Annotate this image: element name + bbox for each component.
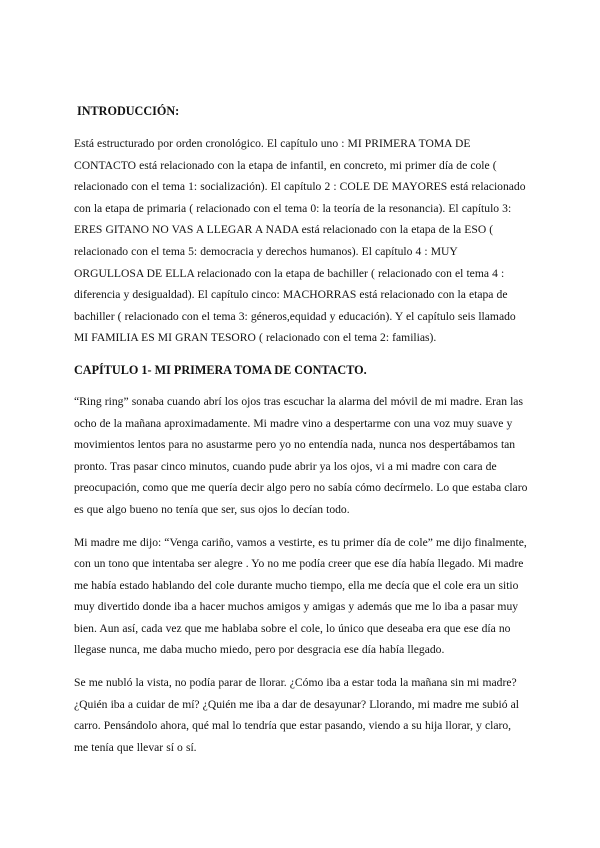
chapter-1-heading: CAPÍTULO 1- MI PRIMERA TOMA DE CONTACTO. bbox=[74, 362, 367, 377]
intro-paragraph: Está estructurado por orden cronológico. El capítulo uno : MI PRIMERA TOMA DE CONTACTO está relacionado con la etapa de infantil, en concreto, mi primer día de cole ( relacionado con el tema 1: socialización). El capítulo 2 : COLE DE MAYORES está relacionado con la etapa de primaria ( relacionado con el tema 0: la teoría de la resonancia). El capítulo 3: ERES GITANO NO VAS A LLEGAR A NADA está relacionado con la etapa de la ESO ( relacionado con el tema 5: democracia y derechos humanos). El capítulo 4 : MUY ORGULLOSA DE ELLA relacionado con la etapa de bachiller ( relacionado con el tema 4 : diferencia y desigualdad). El capítulo cinco: MACHORRAS está relacionado con la etapa de bachiller ( relacionado con el tema 3: géneros,equidad y educación). Y el capítulo seis llamado MI FAMILIA ES MI GRAN TESORO ( relacionado con el tema 2: familias). bbox=[74, 137, 526, 345]
chapter-1-paragraph-2: Mi madre me dijo: “Venga cariño, vamos a vestirte, es tu primer día de cole” me dijo finalmente, con un tono que intentaba ser alegre . Yo no me podía creer que ese día había llegado. Mi madre me había estado hablando del cole durante mucho tiempo, ella me decía que el cole era un sitio muy divertido donde iba a hacer muchos amigos y amigas y además que me lo iba a pasar muy bien. Aun así, cada vez que me hablaba sobre el cole, lo único que deseaba era que ese día no llegase nunca, me daba mucho miedo, pero por desgracia ese día había llegado. bbox=[74, 535, 527, 657]
document-page bbox=[74, 101, 528, 769]
chapter-1-paragraph-3: Se me nubló la vista, no podía parar de llorar. ¿Cómo iba a estar toda la mañana sin mi madre? ¿Quién iba a cuidar de mí? ¿Quién me iba a dar de desayunar? Llorando, mi madre me subió al carro. Pensándolo ahora, qué mal lo tendría que estar pasando, viendo a su hija llorar, y claro, me tenía que llevar sí o sí. bbox=[74, 676, 519, 754]
chapter-1-paragraph-1: “Ring ring” sonaba cuando abrí los ojos tras escuchar la alarma del móvil de mi madre. Eran las ocho de la mañana aproximadamente. Mi madre vino a despertarme con una voz muy suave y movimientos lentos para no asustarme pero yo no entendía nada, nunca nos despertábamos tan pronto. Tras pasar cinco minutos, cuando pude abrir ya los ojos, vi a mi madre con cara de preocupación, como que me quería decir algo pero no sabía cómo decírmelo. Lo que estaba claro es que algo bueno no tenía que ser, sus ojos lo decían todo. bbox=[74, 394, 528, 516]
intro-heading: INTRODUCCIÓN: bbox=[77, 104, 180, 118]
